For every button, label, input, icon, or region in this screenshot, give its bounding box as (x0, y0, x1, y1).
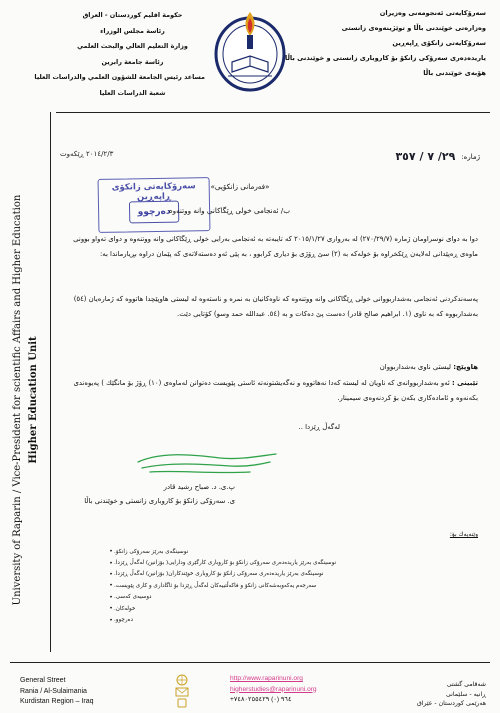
cc-item: • نوسینگەی بەرێز یاریدەدەری سەرۆكی زانكۆ بۆ كاروباری كارگێری ودارایی( بۆزانین) لەگەڵ ڕێزدا. (109, 559, 337, 567)
header-arabic-line: مساعد رئيس الجامعة للشؤون العلمي والدراسات العليا (34, 73, 205, 81)
paragraph-1: دوا بە دوای نوسراومان ژمارە (٢٧٠/٢٩/٧) لە بەرواری ٢٠١٥/١/٢٧ كە تایبەتە بە ئەنجامی بەرایی خولی ڕێگاكانی وانە ووتنەوە و دوای تەواو بوونی ماوەی ڕەپێدانی لەلایەن ڕێكخراوە بۆ خولەكە بە (٢) سێ ڕۆژی بۆ دیاری كرابوو ، بە پێی ئەو دەستەلاتەی كە پێمان دراوە بڕیارماندا بە: (73, 235, 478, 258)
note-label: تێبینی : (452, 379, 478, 387)
bullet-icon: • (109, 593, 113, 601)
cc-title: وێنەیەك بۆ: (449, 531, 478, 538)
signer-title: ی. سەرۆكی زانكۆ بۆ كاروباری زانستی و خوێندنی باڵا (84, 497, 235, 505)
header-kurdish-line: یاریدەدەری سەرۆكی زانكۆ بۆ كاروباری زانستی و خوێندنی باڵا (284, 54, 486, 62)
header-kurdish-line: وەزارەتی خوێندنی باڵا و توێژینەوەی زانستی (341, 24, 486, 32)
cc-item: • دوسیەی كەسی. (109, 593, 152, 601)
reference-number (395, 150, 480, 163)
bullet-icon: • (109, 570, 113, 578)
bullet-icon: • (109, 605, 113, 613)
phone-icon (178, 699, 186, 707)
cc-list (100, 546, 480, 626)
header-kurdish-line: سەرۆكایەتی ئەنجومەنی وەزیران (379, 9, 486, 17)
header-arabic-line: حكومة اقليم كوردستان - العراق (82, 11, 183, 19)
website-link[interactable]: http://www.raparinuni.org (230, 675, 303, 682)
cc-item: • سەرجەم یەكەوبەشەكانی زانكۆ و فاكەڵتییەكان لەگەڵ ڕێزدا بۆ ئاگاداری و كاری پێویست. (109, 582, 317, 590)
sidebar-line-1: University of Raparin / Vice-President for scientific Affairs and Higher Education (12, 194, 23, 606)
header-kurdish-line: هۆبەی خوێندنی باڵا (423, 69, 486, 77)
header-arabic-line: وزارة التعليم العالي والبحث العلمي (77, 42, 188, 50)
document-subject: ب/ ئەنجامی خولی ڕێگاكانی وانە ووتنەوە (168, 206, 290, 215)
handwritten-signature (130, 448, 280, 478)
header-kurdish-block (286, 6, 486, 81)
sidebar-divider (50, 112, 51, 652)
attachment-line (58, 360, 478, 375)
cc-item: • خولەكان. (109, 605, 136, 613)
sidebar-line-2: Higher Education Unit (28, 336, 39, 464)
footer-address-en: General Street Rania / Al-Sulaimania Kurdistan Region – Iraq (20, 677, 94, 705)
header-kurdish-line: سەرۆكایەتی زانكۆی ڕاپەڕین (392, 39, 486, 47)
header-arabic-block (34, 8, 205, 101)
note-block (58, 376, 478, 405)
attachment-text: لیستی ناوی بەشداربووان (379, 363, 452, 371)
bullet-icon: • (109, 616, 113, 624)
header-divider (56, 112, 490, 113)
contact-icons (172, 674, 222, 708)
stamp-label: دەرچوو (129, 201, 179, 224)
closing-line: لەگەڵ ڕێزدا .. (298, 423, 340, 431)
reference-number-value: ٢٩/ ٧ / ٣٥٧ (395, 150, 456, 163)
attachment-label: هاوپێچ: (453, 363, 478, 371)
header-arabic-line: رئاسة جامعة رابرين (101, 57, 164, 66)
document-date: ٢٠١٤/٢/٣ ڕێكەوت (60, 150, 114, 158)
paragraph-2: پەسەندكردنی ئەنجامی بەشداربووانی خولی ڕێگاكانی وانە ووتنەوە كە ناوەكانیان بە نمرە و ناستەوە لە لیستی هاوپێچدا هاتووە كە ژمارەیان (٥٤) بەشداربووە كە بە ناوی (١. ابراهيم صالح قادر) دەست پێ دەكات و بە (٥٤. عبدالله حمد وسو) كۆتایی دێت. (73, 295, 478, 318)
bullet-icon: • (109, 559, 113, 567)
footer-divider (10, 662, 490, 663)
header-arabic-line: رئاسة مجلس الوزراء (100, 26, 165, 35)
footer-address-ku: شەقامی گشتی ڕانیە - سلێمانی هەرێمی كوردستان - عێراق (416, 681, 486, 707)
signer-block (84, 480, 235, 508)
header-arabic-line: شعبة الدراسات العليا (99, 88, 166, 97)
bullet-icon: • (109, 548, 113, 556)
sidebar-caption (10, 130, 50, 670)
document-title: «فەرمانی زانكۆیی» (210, 182, 270, 191)
email-link[interactable]: higherstudies@raparinuni.org (230, 685, 317, 693)
footer-contacts (230, 674, 317, 706)
cc-item: • دەرچوو. (109, 616, 133, 624)
reference-number-label: ژمارە: (461, 152, 480, 161)
bullet-icon: • (109, 582, 113, 590)
cc-item: • نوسینگەی بەرێز سەرۆكی زانكۆ. (109, 548, 189, 556)
cc-item: • نوسینگەی بەرێز یاریدەدەری سەرۆكی زانكۆ بۆ كاروباری خوێندكاران( بۆزانین) لەگەڵ ڕێزدا. (109, 570, 324, 578)
stamp-text: سەرۆكایەتی زانكۆی ڕاپەڕین (111, 181, 196, 203)
phone-number: +٩٦٤ (٠) ٧٤٨٠٢٥٥٤٢٩ (230, 696, 292, 703)
university-logo (210, 6, 290, 98)
note-text: ئەو بەشداربووانەی كە ناویان لە لیستە كەدا نەهاتووە و نەگەیشتونەتە ئاستی پێویست دەتوانن لەماوەی (١٠) ڕۆژ بۆ مانگێك ) پەیوەندی بكەنەوە و ئامادەكاری بكەن بۆ كردنەوەی سیمینار. (73, 379, 478, 402)
signer-name: پ.ی. د. صباح رشيد قادر (163, 483, 235, 491)
